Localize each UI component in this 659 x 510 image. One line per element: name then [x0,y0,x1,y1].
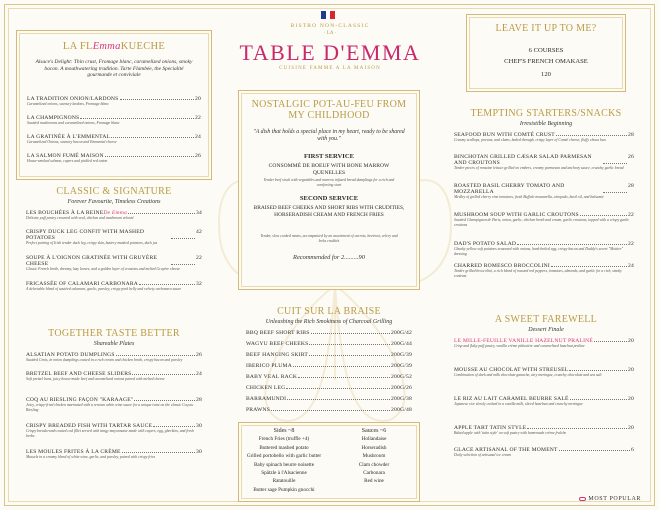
section-title: A SWEET FAREWELL [494,314,598,325]
menu-item-name: BBQ BEEF SHORT RIBS [246,330,310,336]
menu-item [454,132,634,143]
menu-item-price: 24 [196,371,202,377]
first-service-label: FIRST SERVICE [303,153,355,160]
menu-item-price: 30 [196,449,202,455]
menu-item-description: Baked apple with 'tatin style' on soft pastry with homemade crème fraîche [454,431,567,435]
menu-item-description: A delectable blend of sautéed calamari, garlic, parsley, crispy pork belly and velvety carbonara sauce [26,287,182,291]
side-item: Spätzle à l'Alsacienne [261,470,307,477]
leader-dots [517,241,627,245]
omakase-section [466,14,626,92]
leader-dots [311,330,391,334]
section-title: LA FLEmmaKUECHE [62,41,166,52]
menu-item-price: 28 [628,183,634,189]
menu-item-description: Tender grilled broccolini, a rich blend of roasted red peppers, tomatoes, almonds, and garlic for a rich, smoky contrast [454,269,622,278]
omakase-courses: 6 COURSES [528,47,564,54]
menu-item-price: 26 [628,154,634,160]
side-item: Buttered mashed potato [259,444,309,451]
menu-item-price: 22 [628,241,634,247]
brand-la: · LA · [323,31,337,36]
menu-item-description: Crispy breadcrumb coated cod fillet served with tangy mayonnaise made with capers, egg, gherkins, and fresh herbs [26,429,194,438]
side-item: French Fries (truffle +4) [258,436,310,443]
menu-item-name: LA SALMON FUMÉ MAISON [27,153,104,159]
menu-item [454,425,634,436]
menu-item-description: Chunky yellow soft potatoes seasoned with onions, hard-boiled egg, crispy bacon and Daddy's secret "Mottier" dressing [454,247,624,256]
menu-item-name: BARRAMUNDI [246,396,287,402]
menu-item-name: BINCHOTAN GRILLED CÆSAR SALAD PARMESAN AND CROUTONS [454,154,592,166]
brand-subtitle: CUISINE FAMME A LA MAISON [279,66,381,71]
menu-item [27,134,201,145]
menu-item [246,374,412,380]
menu-item-name: DAD'S POTATO SALAD [454,241,517,247]
menu-item [454,447,634,458]
menu-item-price: 22 [196,255,202,261]
leader-dots [594,338,627,342]
section-title: TOGETHER TASTE BETTER [48,328,180,339]
quote: "A dish that holds a special place in my heart, ready to be shared with you." [253,129,405,142]
menu-item [26,397,202,412]
leader-dots [105,153,194,157]
menu-item [246,330,412,336]
menu-item-description: Classic French broth, dreamy, lazy leaves, and a golden layer of croutons and melted Gruyère cheese [26,267,181,271]
first-service-desc: Tender beef stock with vegetables and marrow infused bread dumplings for a rich and comforting start [263,178,395,187]
leader-dots [128,210,195,214]
menu-item-name: LE RIZ AU LAIT CARAMEL BEURRE SALÉ [454,396,569,402]
menu-item-name: CHICKEN LEG [246,385,286,391]
menu-item-price: 28 [628,132,634,138]
menu-item-price: 20 [628,367,634,373]
menu-item [454,241,634,256]
leader-dots [111,134,194,138]
menu-item-name: LA TRADITION ONION/LARDONS [27,96,119,102]
french-flag-icon [321,11,335,19]
menu-item-price: 200G/26 [391,385,412,391]
leader-dots [527,425,627,429]
second-service-desc: Tender, slow cooked meats, accompanied by an assortment of carrots, beetroot, celery and leeks crudités [260,234,398,243]
sauces-title: Sauces ~6 [361,428,387,434]
menu-item [454,396,634,407]
menu-item-name: PRAWNS [246,407,271,413]
menu-item-price: 28 [196,397,202,403]
menu-item [26,352,202,363]
menu-item [26,229,202,246]
menu-item-name: BABY VEAL RACK [246,374,298,380]
menu-item-description: Sautéed Grois, in onion dumplings coated in a rich cream and chicken broth, crispy bacon and parsley [26,358,183,362]
leader-dots [551,263,627,267]
menu-item [26,255,202,272]
menu-item-price: 42 [196,229,202,235]
sauce-item: Mushroom [362,453,386,460]
sauce-item: Horseradish [361,444,387,451]
sauce-item: Red wine [364,478,384,485]
menu-item [27,115,201,126]
menu-item-price: 22 [628,212,634,218]
menu-item-name: LES MOULES FRITES À LA CRÈME [26,449,121,455]
menu-item-name: CHARRED ROMESCO BROCCOLINI [454,263,550,269]
menu-item-price: 6 [631,447,634,453]
menu-item-price: 32 [196,281,202,287]
leader-dots [132,371,195,375]
menu-item-name: APPLE TART TATIN STYLE [454,425,527,431]
menu-item-description: Caramelized Onions, savoury bacon and Emmental cheese [27,140,117,144]
flammekueche-section [16,30,212,180]
menu-item-description: Creamy scallops, prawns, and clams, baked through, crispy layer of Comté cheese, fluffy choux bun [454,138,606,142]
leader-dots [309,352,390,356]
leader-dots [120,96,195,100]
menu-item-name: FRICASSÉE OF CALAMARI CARBONARA [26,281,139,287]
menu-item [454,212,634,227]
menu-item [454,367,634,378]
menu-item [246,363,412,369]
menu-item-description: Perfect pairing of Irish tender duck leg, crispy skin, buttery mashed potatoes, duck jus [26,241,158,245]
menu-item-price: 26 [196,352,202,358]
leader-dots [287,396,390,400]
menu-item-name: SEAFOOD BUN WITH COMTÉ CRUST [454,132,555,138]
recommended-price: Recommended for 2.........90 [293,254,365,261]
section-subtitle: Irresistible Beginning [519,121,573,127]
most-popular-legend [579,496,641,502]
leader-dots [580,212,627,216]
menu-item [26,449,202,460]
leader-dots [171,255,195,265]
menu-item-description: Daily selection of artisanal ice cream [454,453,512,457]
menu-item-name-accent: De Emma [103,210,127,216]
menu-item-name: MOUSSE AU CHOCOLAT WITH STREUSEL [454,367,569,373]
menu-item-price: 34 [196,210,202,216]
leader-dots [122,449,195,453]
section-subtitle: Dessert Finale [528,327,564,333]
section-subtitle: Shareable Plates [93,341,135,347]
menu-item-name: CRISPY DUCK LEG CONFIT WITH MASHED POTATOES [26,229,145,241]
section-title: NOSTALGIC POT-AU-FEU FROM MY CHILDHOOD [251,99,407,121]
legend-label: MOST POPULAR [588,496,641,502]
sides-sauces-box [238,422,420,502]
menu-item-description: Tender pieces of romaine lettuce grilled on embers, creamy parmesan and anchovy sauce, crunchy garlic bread [454,166,624,170]
menu-item-price: 200G/52 [391,374,412,380]
menu-item [27,96,201,107]
menu-item-description: Japanese rice slowly cooked in a vanilla milk, sliced hazelnut and crunchy meringue [454,402,583,406]
menu-item-name: GLACE ARTISANAL OF THE MOMENT [454,447,558,453]
menu-item-name: SOUPE À L'OIGNON GRATINÉE WITH GRUYÈRE CHEESE [26,255,158,267]
menu-item-description: Medley of grilled cherry vine tomatoes, fresh Buffalo mozzarella, airopodo, basil oil, and balsamic [454,195,605,199]
menu-item-name: LA GRATINÉE À L'EMMENTAL [27,134,111,140]
menu-item-name: COQ AU RIESLING FAÇON "KARAAGE" [26,397,134,403]
leader-dots [116,352,195,356]
sauce-item: Carbonara [363,470,385,477]
omakase-name: CHEF'S FRENCH OMAKASE [504,58,588,65]
side-item: Baby spinach beurre noisette [253,461,315,468]
section-title: TEMPTING STARTERS/SNACKS [470,108,622,119]
leader-dots [286,385,390,389]
menu-item [454,263,634,278]
side-item: Grilled portobello with garlic butter [246,453,322,460]
menu-item-price: 20 [628,425,634,431]
menu-item-price: 30 [196,423,202,429]
menu-item [246,385,412,391]
side-item: Ratatouille [272,478,296,485]
menu-item [454,183,634,200]
menu-item-price: 200G/48 [391,407,412,413]
menu-item-description: Soft pretzel buns, juicy house-made beef and caramelized onions paired with melted cheese [26,377,165,381]
menu-item-description: Caramelized onions, savoury lardons, Fromage blanc [27,102,109,106]
menu-item [454,338,634,349]
second-service-label: SECOND SERVICE [299,195,359,202]
menu-item-price: 20 [628,338,634,344]
sides-column [239,427,329,494]
leader-dots [556,132,627,136]
menu-item-description: Sautéed Champignon de Paris, onion, garlic, chicken broth and cream, garlic croutons, topped with a crispy garlic croutons [454,218,630,227]
menu-item-name: WAGYU BEEF CHEEKS [246,341,309,347]
menu-item-name: MUSHROOM SOUP WITH GARLIC CROUTONS [454,212,579,218]
ribbon-icon [579,497,586,501]
menu-item-price: 200G/39 [391,363,412,369]
menu-item-name: LA CHAMPIGNONS [27,115,80,121]
menu-item-price: 22 [195,115,201,121]
menu-item [246,407,412,413]
section-intro: Alsace's Delight: Thin crust, Fromage blanc, caramelized onions, smoky bacon. A mouthwatering tradition. Tarte Flambée, the Specialité gourmande et conviviale [35,59,193,79]
sauce-item: Clam chowder [358,461,390,468]
section-title: CUIT SUR LA BRAISE [277,306,381,317]
menu-item-name: ALSATIAN POTATO DUMPLINGS [26,352,115,358]
leader-dots [153,423,195,427]
section-title: CLASSIC & SIGNATURE [56,186,172,197]
menu-item [246,396,412,402]
menu-item-name: IBERICO PLUMA [246,363,292,369]
menu-item-price: 24 [628,263,634,269]
menu-item [246,341,412,347]
leader-dots [309,341,390,345]
menu-item [26,371,202,382]
menu-item-name: LE MILLE-FEUILLE VANILLE HAZELNUT PRALINÉ [454,338,594,344]
menu-item-description: Mussels in a creamy blend of white wine, garlic, and parsley, paired with crispy fries [26,455,156,459]
menu-item-price: 20 [628,396,634,402]
leader-dots [293,363,390,367]
menu-item-name: BEEF HANGING SKIRT [246,352,308,358]
menu-item-name: CRISPY BREADED FISH WITH TARTAR SAUCE [26,423,153,429]
leader-dots [569,367,627,371]
leader-dots [271,407,390,411]
menu-item-name: ROASTED BASIL CHERRY TOMATO AND MOZZARELLA [454,183,565,195]
leader-dots [603,183,627,193]
leader-dots [570,396,627,400]
leader-dots [139,281,195,285]
leader-dots [298,374,390,378]
menu-item [27,153,201,164]
brand-name: TABLE D'EMMA [239,40,421,65]
leader-dots [171,229,195,239]
sides-title: Sides ~8 [273,428,295,434]
leader-dots [603,154,627,164]
section-subtitle: Unleashing the Rich Smokiness of Charcoal Grilling [265,319,393,325]
menu-item-description: House-smoked salmon, capers and pickled red onion [27,159,108,163]
menu-item-price: 200G/39 [391,352,412,358]
menu-item [246,352,412,358]
section-subtitle: Forever Favourite, Timeless Creations [67,199,161,205]
leader-dots [80,115,194,119]
menu-item-name: BRETZEL BEEF AND CHEESE SLIDERS [26,371,132,377]
menu-item [454,154,634,171]
menu-item [26,210,202,221]
side-item: Butter sage Pumpkin gnocchi [253,486,315,493]
second-service-name: BRAISED BEEF CHEEKS AND SHORT RIBS WITH CRUDITIES, HORSERADISH CREAM AND FRENCH FRIES [253,205,405,218]
menu-item [26,423,202,438]
leader-dots [134,397,195,401]
menu-item-price: 24 [195,134,201,140]
menu-item-description: Sautéed mushrooms and caramelized onions, Fromage blanc [27,121,120,125]
menu-item-price: 20 [195,96,201,102]
menu-item-description: Combination of dark and milk chocolate ganache, airy meringue, crunchy chocolate and sea salt [454,373,602,377]
menu-item-price: 26 [195,153,201,159]
first-service-name: CONSOMMÉ DE BOEUF WITH BONE MARROW QUENELLES [268,163,390,176]
menu-item-description: Juicy, crispy-fried chicken marinated with a renown white wine sauce for a unique twist on the classic Coq au Riesling [26,403,194,412]
leader-dots [559,447,630,451]
menu-item [26,281,202,292]
menu-item-price: 200G/44 [391,341,412,347]
menu-item-description: Crisp and flaky puff pastry, vanilla crème pâtissière and caramelised hazelnut praline [454,344,585,348]
menu-item-price: 200G/38 [391,396,412,402]
sauces-column [329,427,419,494]
omakase-price: 120 [541,71,551,78]
bistro-tagline: BISTRO NON-CLASSIC [290,23,370,29]
sauce-item: Hollandaise [361,436,387,443]
menu-item-name: LES BOUCHÉES À LA REINE [26,210,104,216]
menu-item-description: Delicate puff pastry crowned with veal, chicken and mushroom velouté [26,216,134,220]
section-title: LEAVE IT UP TO ME? [495,23,597,34]
pot-au-feu-section [238,90,420,290]
menu-item-price: 200G/42 [391,330,412,336]
